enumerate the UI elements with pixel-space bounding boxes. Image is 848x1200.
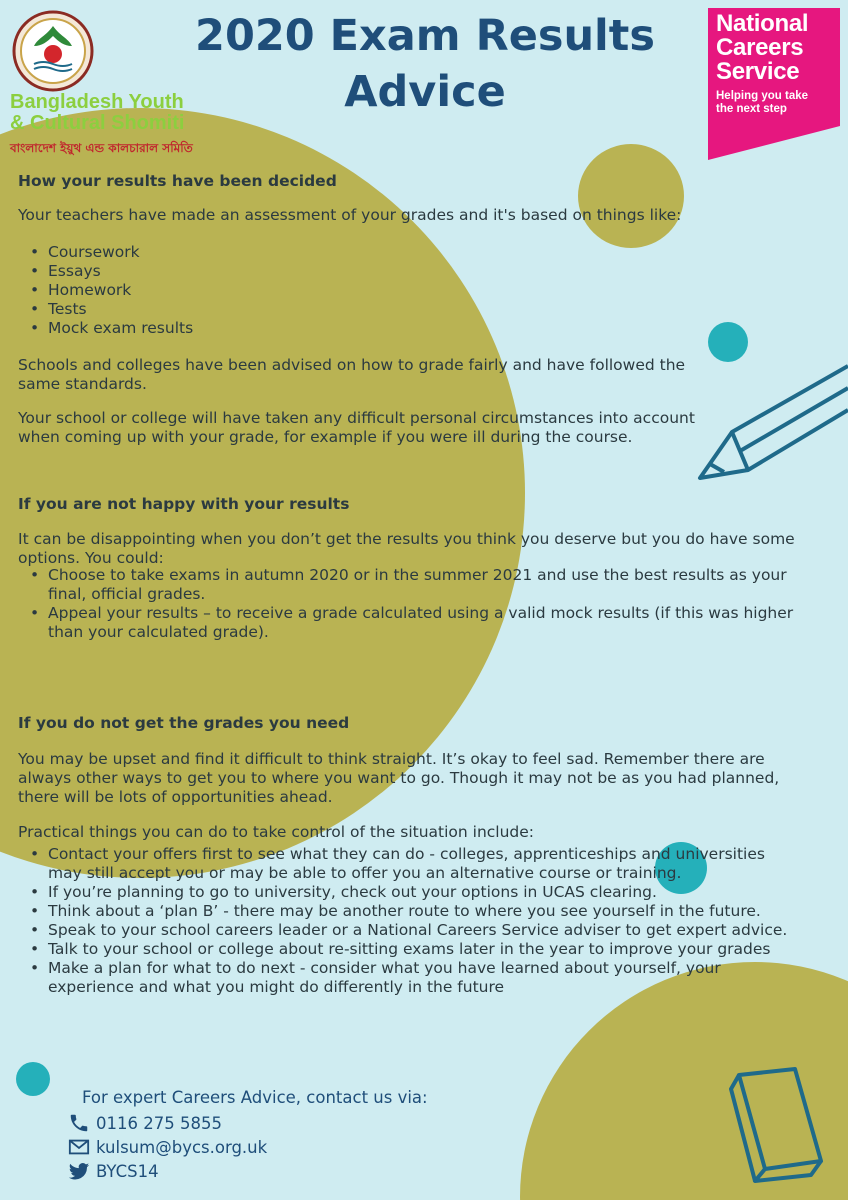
section3-list — [18, 845, 787, 997]
para-line: same standards. — [18, 375, 147, 393]
list-item — [18, 883, 787, 902]
twitter-handle[interactable]: BYCS14 — [96, 1161, 159, 1181]
para-line: options. You could: — [18, 549, 164, 567]
bycs-emblem-icon — [12, 10, 94, 92]
list-item-line: • Appeal your results – to receive a grade calculated using a valid mock results (if this was higher — [48, 604, 794, 622]
phone-number[interactable]: 0116 275 5855 — [96, 1113, 222, 1133]
ncs-tagline-line2: the next step — [716, 103, 787, 115]
contact-heading: For expert Careers Advice, contact us via: — [82, 1088, 428, 1107]
list-item-line: experience and what you might do differently in the future — [48, 978, 505, 996]
list-item-line: • Think about a ‘plan B’ - there may be another route to where you see yourself in the future. — [48, 902, 761, 920]
section3-intro — [18, 750, 779, 807]
list-item-line: • Contact your offers first to see what they can do - colleges, apprenticeships and universities — [48, 845, 765, 863]
org-logo-bengali: বাংলাদেশ ইয়ুথ এন্ড কালচারাল সমিতি — [10, 141, 193, 155]
contact-twitter[interactable] — [68, 1159, 428, 1183]
list-item — [18, 902, 787, 921]
email-icon — [68, 1136, 90, 1158]
para-line: Schools and colleges have been advised on how to grade fairly and have followed the — [18, 356, 686, 374]
para-line: It can be disappointing when you don’t get the results you think you deserve but you do have some — [18, 530, 795, 548]
section1-intro: Your teachers have made an assessment of your grades and it's based on things like: — [18, 206, 682, 224]
para-line: when coming up with your grade, for example if you were ill during the course. — [18, 428, 633, 446]
list-item: • Coursework — [18, 243, 193, 262]
list-item-line: • Make a plan for what to do next - consider what you have learned about yourself, your — [48, 959, 721, 977]
list-item: • Essays — [18, 262, 193, 281]
ncs-name — [716, 12, 840, 84]
section1-heading: How your results have been decided — [18, 172, 337, 190]
list-item-line: • If you’re planning to go to university, check out your options in UCAS clearing. — [48, 883, 657, 901]
list-item — [18, 845, 787, 883]
page-title — [170, 8, 680, 120]
para-line: Your school or college will have taken any difficult personal circumstances into account — [18, 409, 695, 427]
list-item — [18, 604, 793, 642]
ncs-logo — [716, 12, 840, 116]
title-line2: Advice — [344, 67, 506, 117]
list-item — [18, 921, 787, 940]
list-item-line: • Speak to your school careers leader or a National Careers Service adviser to get expert advice. — [48, 921, 788, 939]
list-item-line: final, official grades. — [48, 585, 206, 603]
ncs-name-line1: National — [716, 10, 809, 37]
ncs-tagline — [716, 90, 840, 116]
section3-heading: If you do not get the grades you need — [18, 714, 350, 732]
list-item: • Mock exam results — [18, 319, 193, 338]
email-address[interactable]: kulsum@bycs.org.uk — [96, 1137, 268, 1157]
para-line: there will be lots of opportunities ahead. — [18, 788, 333, 806]
section1-list — [18, 243, 193, 338]
section2-heading: If you are not happy with your results — [18, 495, 350, 513]
section2-intro — [18, 530, 795, 568]
section3-practical: Practical things you can do to take control of the situation include: — [18, 823, 535, 841]
phone-icon — [68, 1112, 90, 1134]
ncs-tagline-line1: Helping you take — [716, 90, 809, 102]
list-item-line: • Talk to your school or college about re-sitting exams later in the year to improve your grades — [48, 940, 771, 958]
list-item — [18, 959, 787, 997]
ncs-name-line3: Service — [716, 58, 800, 85]
section1-para2 — [18, 409, 695, 447]
section1-para1 — [18, 356, 685, 394]
ncs-name-line2: Careers — [716, 34, 804, 61]
list-item — [18, 566, 793, 604]
contact-phone[interactable] — [68, 1111, 428, 1135]
contact-footer — [68, 1088, 428, 1183]
title-line1: 2020 Exam Results — [195, 11, 655, 61]
list-item-line: than your calculated grade). — [48, 623, 269, 641]
contact-email[interactable] — [68, 1135, 428, 1159]
list-item-line: may still accept you or may be able to offer you an alternative course or training. — [48, 864, 682, 882]
section2-list — [18, 566, 793, 642]
twitter-icon — [68, 1160, 90, 1182]
org-logo-line1: Bangladesh Youth — [10, 91, 184, 113]
list-item-line: • Choose to take exams in autumn 2020 or in the summer 2021 and use the best results as your — [48, 566, 787, 584]
list-item: • Homework — [18, 281, 193, 300]
org-logo-line2: & Cultural Shomiti — [10, 112, 185, 134]
para-line: always other ways to get you to where you want to go. Though it may not be as you had planned, — [18, 769, 780, 787]
para-line: You may be upset and find it difficult to think straight. It’s okay to feel sad. Remember there are — [18, 750, 765, 768]
list-item: • Tests — [18, 300, 193, 319]
list-item — [18, 940, 787, 959]
